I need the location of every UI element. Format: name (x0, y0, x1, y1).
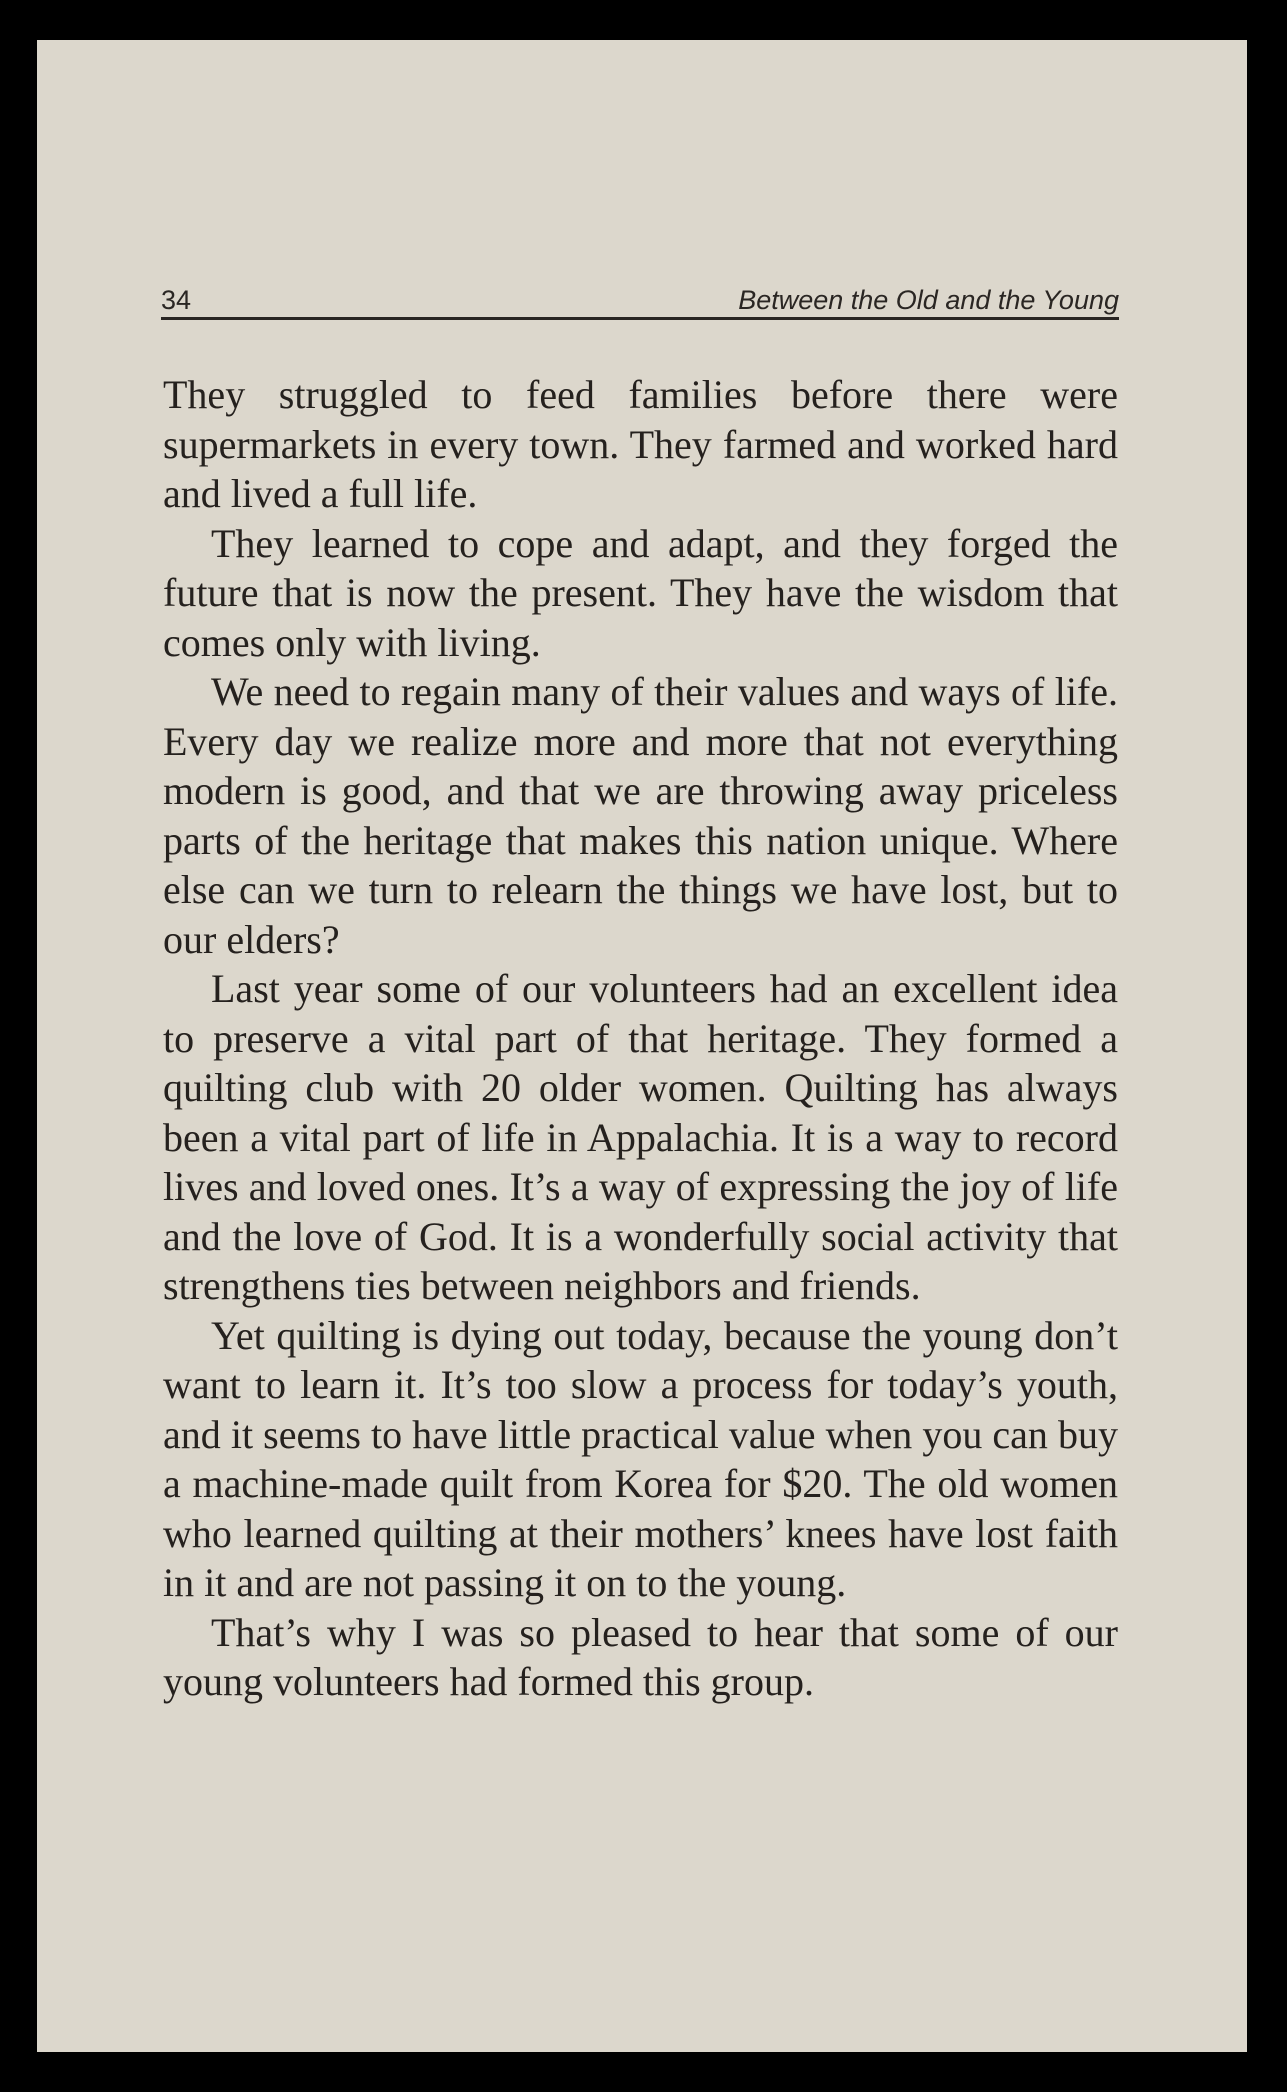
page-header (161, 283, 1119, 320)
paragraph: They learned to cope and adapt, and they forged the future that is now the present. They have the wisdom that comes only with living. (163, 520, 1118, 665)
body-text (163, 370, 1118, 1707)
paragraph: That’s why I was so pleased to hear that some of our young volunteers had formed this group. (163, 1609, 1118, 1704)
running-title: Between the Old and the Young (738, 285, 1119, 315)
paragraph: Last year some of our volunteers had an excellent idea to preserve a vital part of that heritage. They formed a quilting club with 20 older women. Quilting has always been a vital part of life in Appalachia. It is a way to record lives and loved ones. It’s a way of expressing the joy of life and the love of God. It is a wonderfully social activity that strengthens ties between neighbors and friends. (163, 966, 1118, 1308)
paragraph: They struggled to feed families before there were supermarkets in every town. They farmed and worked hard and lived a full life. (163, 372, 1118, 516)
paragraph: Yet quilting is dying out today, because the young don’t want to learn it. It’s too slow a process for today’s youth, and it seems to have little practical value when you can buy a machine-made quilt from Korea for $20. The old women who learned quilting at their mothers’ knees have lost faith in it and are not passing it on to the young. (163, 1312, 1118, 1605)
page-number: 34 (161, 285, 192, 315)
paragraph: We need to regain many of their values and ways of life. Every day we realize more and more that not everything modern is good, and that we are throwing away priceless parts of the heritage that makes this nation unique. Where else can we turn to relearn the things we have lost, but to our elders? (163, 669, 1118, 962)
